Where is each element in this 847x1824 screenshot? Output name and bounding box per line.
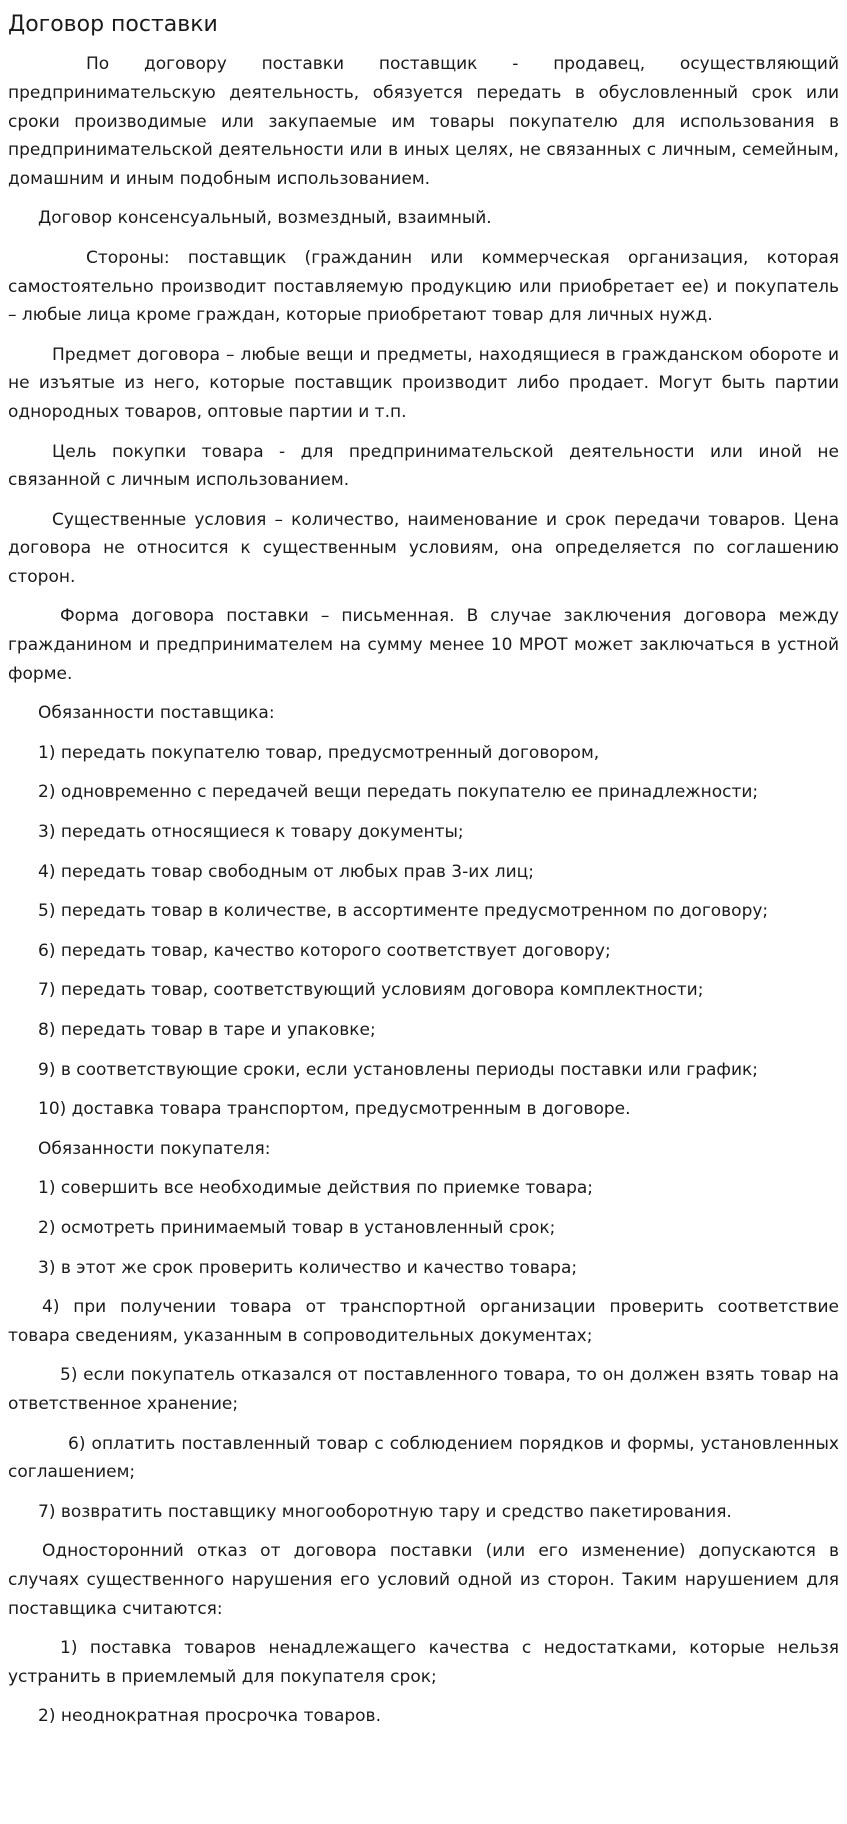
list-item: 4) при получении товара от транспортной организации проверить соответствие товара сведениям, указанным в сопроводительных документах; <box>8 1297 839 1346</box>
paragraph-form: Форма договора поставки – письменная. В случае заключения договора между гражданином и предпринимателем на сумму менее 10 МРОТ может заключаться в устной форме. <box>8 606 839 684</box>
supplier-duties-heading: Обязанности поставщика: <box>38 703 275 724</box>
list-item: 5) передать товар в количестве, в ассортименте предусмотренном по договору; <box>38 901 769 922</box>
document-title: Договор поставки <box>8 12 218 37</box>
list-item: 3) в этот же срок проверить количество и качество товара; <box>38 1257 578 1278</box>
list-item: 6) оплатить поставленный товар с соблюдением порядков и формы, установленных соглашением; <box>8 1433 839 1483</box>
list-item: 1) передать покупателю товар, предусмотренный договором, <box>38 742 600 763</box>
list-item: 5) если покупатель отказался от поставленного товара, то он должен взять товар на ответственное хранение; <box>8 1365 839 1414</box>
list-item: 3) передать относящиеся к товару документы; <box>38 822 464 843</box>
paragraph-parties: Стороны: поставщик (гражданин или коммерческая организация, которая самостоятельно производит поставляемую продукцию или приобретает ее) и покупатель – любые лица кроме граждан, которые приобретают товар для личных нужд. <box>8 247 839 326</box>
list-item: 1) совершить все необходимые действия по приемке товара; <box>38 1178 594 1199</box>
list-item: 8) передать товар в таре и упаковке; <box>38 1020 376 1041</box>
list-item: 9) в соответствующие сроки, если установлены периоды поставки или график; <box>38 1059 758 1080</box>
list-item: 10) доставка товара транспортом, предусмотренным в договоре. <box>38 1099 631 1120</box>
paragraph-type: Договор консенсуальный, возмездный, взаимный. <box>38 208 492 229</box>
list-item: 6) передать товар, качество которого соответствует договору; <box>38 940 611 961</box>
list-item: 2) неоднократная просрочка товаров. <box>38 1706 381 1727</box>
list-item: 2) одновременно с передачей вещи передать покупателю ее принадлежности; <box>38 782 759 803</box>
list-item: 2) осмотреть принимаемый товар в установленный срок; <box>38 1217 556 1238</box>
list-item: 4) передать товар свободным от любых прав 3-их лиц; <box>38 861 534 882</box>
paragraph-definition: По договору поставки поставщик - продавец, осуществляющий предпринимательскую деятельность, обязуется передать в обусловленный срок или сроки производимые или закупаемые им товары покупателю для использования в предпринимательской деятельности или в иных целях, не связанных с личным, семейным, домашним и иным подобным использованием. <box>8 54 839 189</box>
paragraph-purpose: Цель покупки товара - для предпринимательской деятельности или иной не связанной с личным использованием. <box>8 441 839 491</box>
paragraph-subject: Предмет договора – любые вещи и предметы, находящиеся в гражданском обороте и не изъятые из него, которые поставщик производит либо продает. Могут быть партии однородных товаров, оптовые партии и т.п. <box>8 344 839 422</box>
list-item: 7) передать товар, соответствующий условиям договора комплектности; <box>38 980 704 1001</box>
list-item: 7) возвратить поставщику многооборотную тару и средство пакетирования. <box>38 1501 732 1522</box>
paragraph-termination: Односторонний отказ от договора поставки (или его изменение) допускаются в случаях существенного нарушения его условий одной из сторон. Таким нарушением для поставщика считаются: <box>8 1541 839 1619</box>
buyer-duties-heading: Обязанности покупателя: <box>38 1138 271 1159</box>
list-item: 1) поставка товаров ненадлежащего качества с недостатками, которые нельзя устранить в приемлемый для покупателя срок; <box>8 1638 839 1687</box>
paragraph-essential-terms: Существенные условия – количество, наименование и срок передачи товаров. Цена договора не относится к существенным условиям, она определяется по соглашению сторон. <box>8 509 839 587</box>
